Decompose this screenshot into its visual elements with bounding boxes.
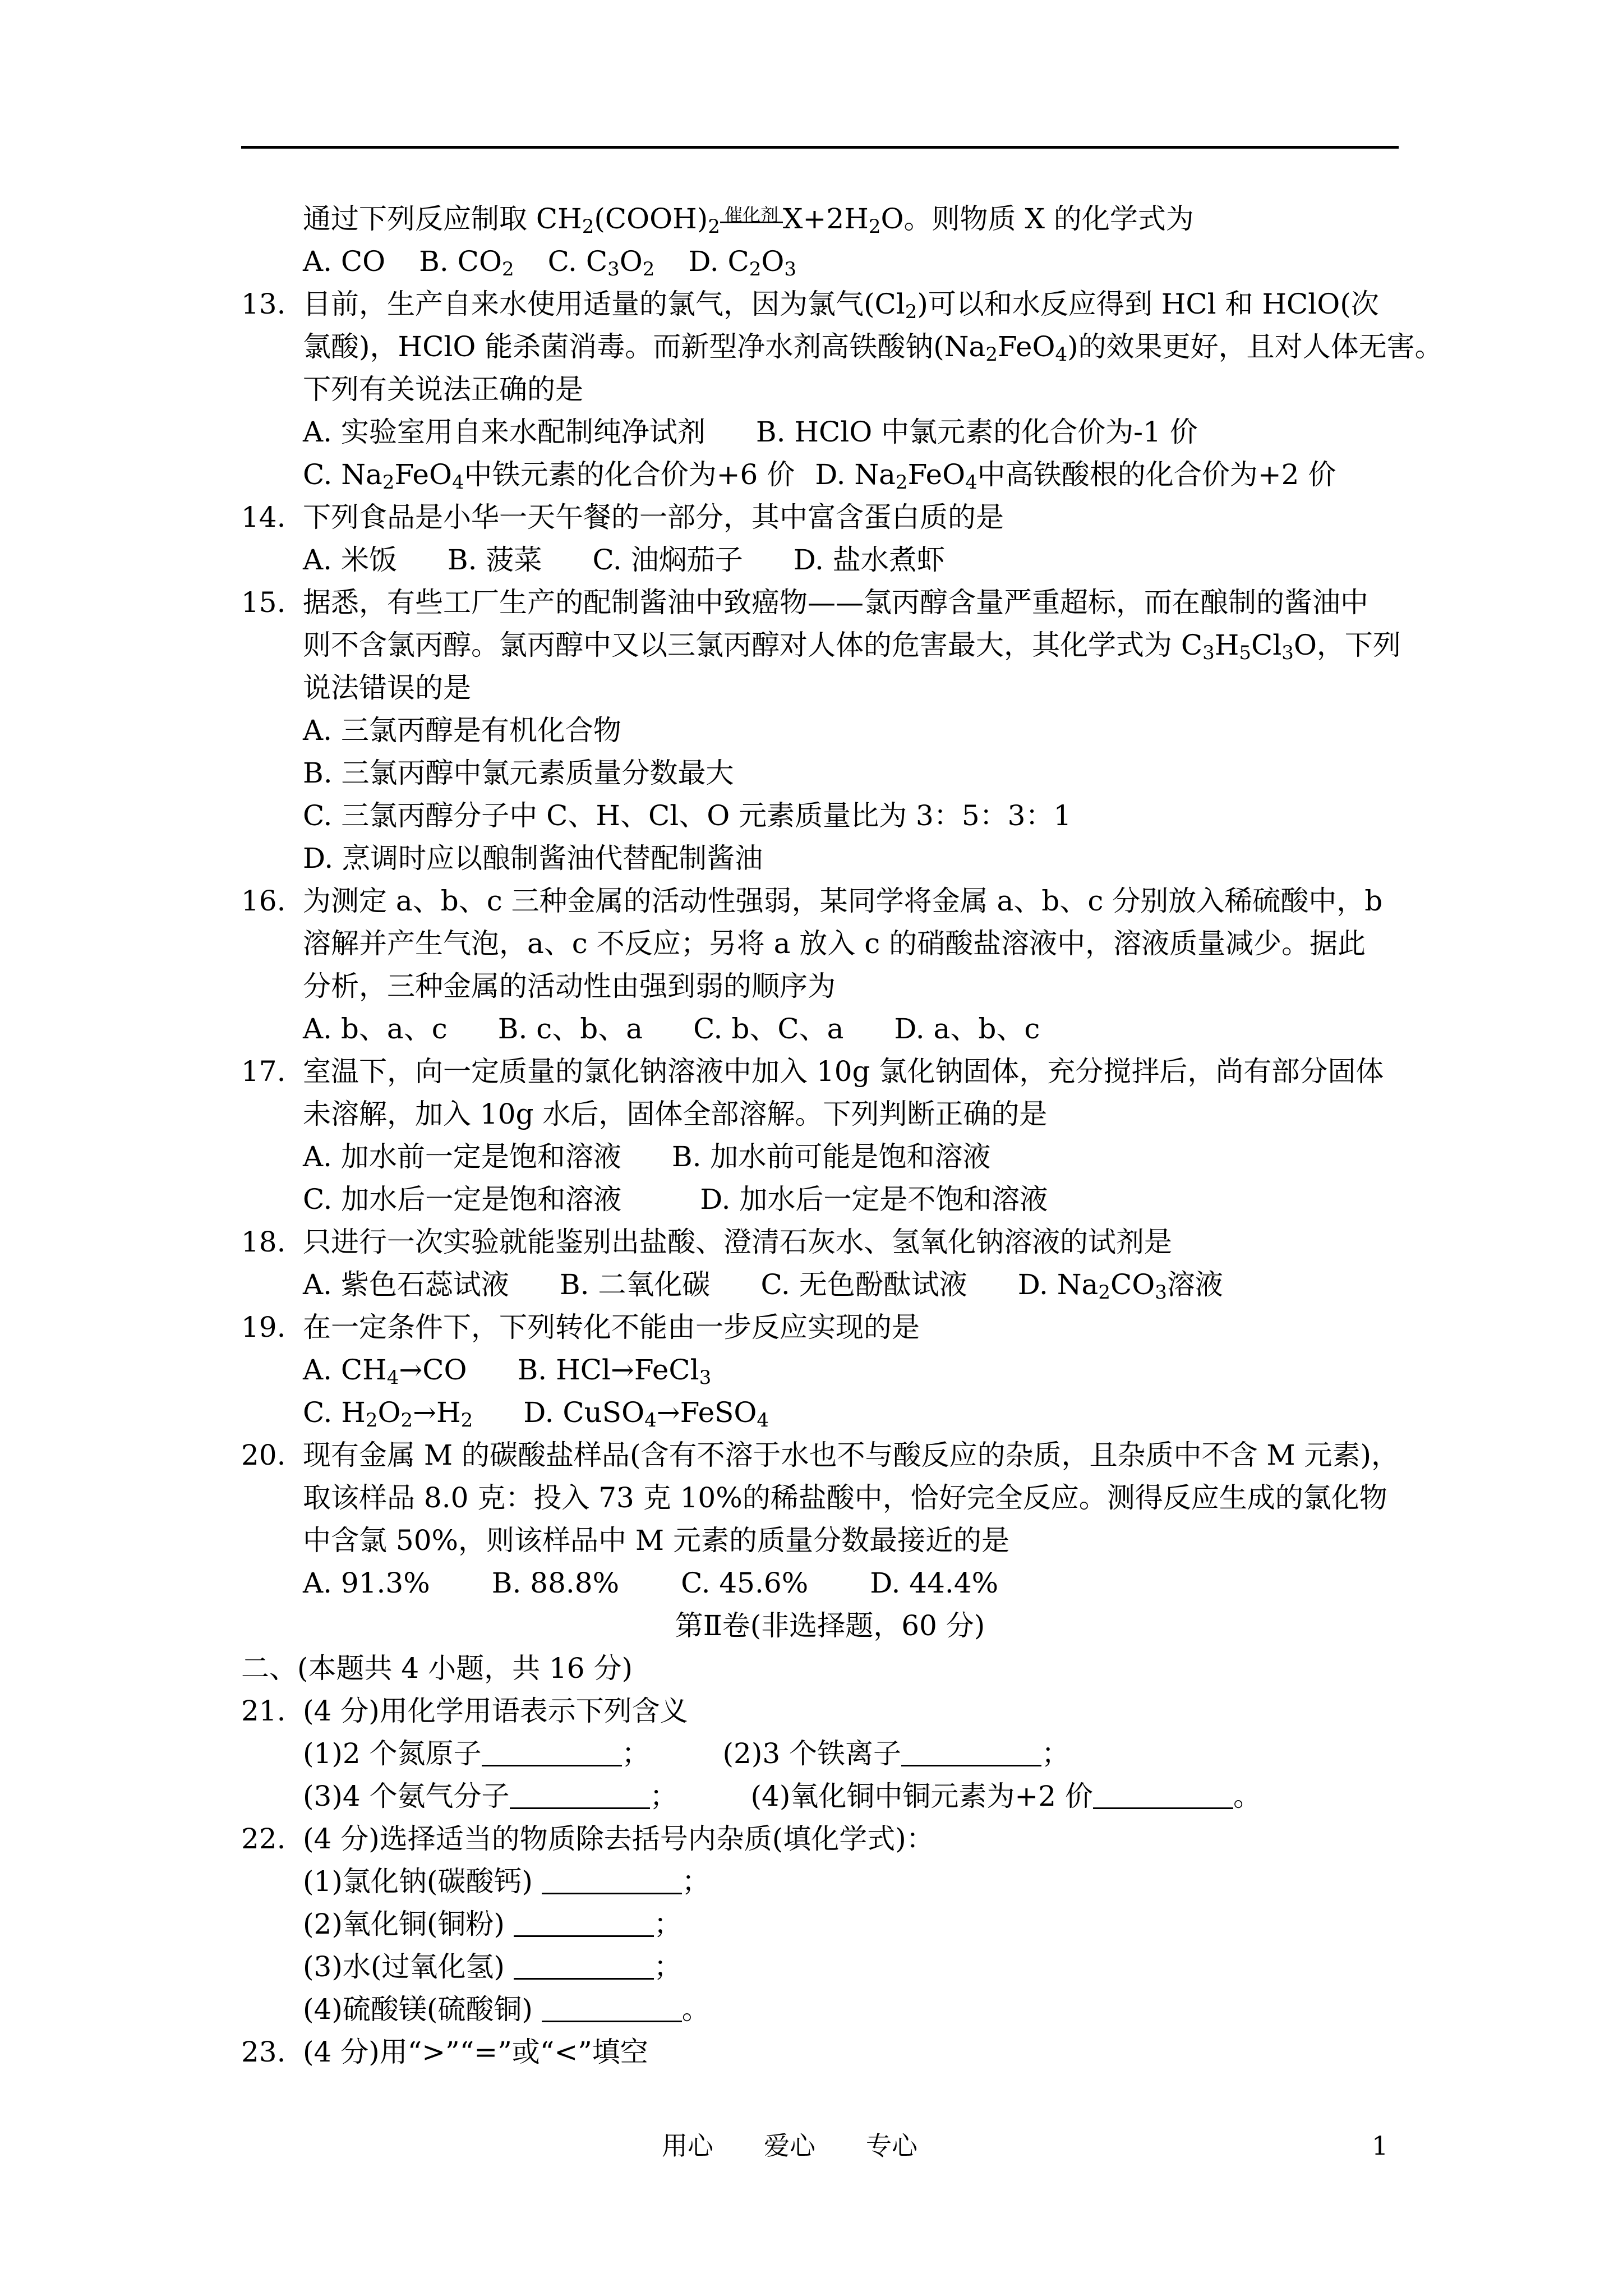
q15-option-a: A. 三氯丙醇是有机化合物 <box>303 714 621 747</box>
q18-options: A. 紫色石蕊试液 B. 二氧化碳 C. 无色酚酞试液 D. $Na_2CO_3$溶液 <box>303 1268 1223 1304</box>
q16-options: A. b、a、c B. c、b、a C. b、C、a D. a、b、c <box>303 1013 1040 1045</box>
q15-line2: 则不含氯丙醇。氯丙醇中又以三氯丙醇对人体的危害最大，其化学式为 $C_3H_5Cl_3O$，下列 <box>303 629 1401 664</box>
q14-stem: 14. 下列食品是小华一天午餐的一部分，其中富含蛋白质的是 <box>241 501 1004 533</box>
answer-blank[interactable] <box>1093 1782 1233 1809</box>
q20-line3: 中含氯 50%，则该样品中 M 元素的质量分数最接近的是 <box>303 1524 1010 1557</box>
answer-blank[interactable] <box>514 1952 654 1980</box>
q13-line2: 氯酸)，HClO 能杀菌消毒。而新型净水剂高铁酸钠$(Na_2FeO_4)$的效果更好，且对人体无害。 <box>303 330 1443 366</box>
q19-stem: 19. 在一定条件下，下列转化不能由一步反应实现的是 <box>241 1311 920 1343</box>
q22-item-1: (1)氯化钠(碳酸钙) ； <box>303 1865 710 1898</box>
q13-options-ab: A. 实验室用自来水配制纯净试剂 B. HClO 中氯元素的化合价为-1 价 <box>303 416 1198 448</box>
q19-options-ab: A. $CH_4\to CO$ B. HCl→FeCl$_3$ <box>303 1354 712 1389</box>
q13-line3: 下列有关说法正确的是 <box>303 373 583 406</box>
q15-line1: 15. 据悉，有些工厂生产的配制酱油中致癌物——氯丙醇含量严重超标，而在酿制的酱油中 <box>241 586 1368 619</box>
q17-line1: 17. 室温下，向一定质量的氯化钠溶液中加入 10g 氯化钠固体，充分搅拌后，尚有部分固体 <box>241 1055 1384 1088</box>
q22-item-4: (4)硫酸镁(硫酸铜) 。 <box>303 1993 710 2026</box>
exam-content <box>241 197 1443 2073</box>
q17-options-ab: A. 加水前一定是饱和溶液 B. 加水前可能是饱和溶液 <box>303 1140 991 1173</box>
q20-line2: 取该样品 8.0 克：投入 73 克 10%的稀盐酸中，恰好完全反应。测得反应生成的氯化物 <box>303 1481 1387 1514</box>
footer-motto: 用心 爱心 专心 <box>662 2131 917 2161</box>
q17-options-cd: C. 加水后一定是饱和溶液 D. 加水后一定是不饱和溶液 <box>303 1183 1048 1216</box>
q21-items-34: (3)4 个氨气分子 ； (4)氧化铜中铜元素为+2 价 。 <box>303 1780 1261 1812</box>
q12-options: A. CO B. $CO_2$ C. $C_3O_2$ D. $C_2O_3$ <box>303 245 797 280</box>
page-footer <box>0 2126 1623 2165</box>
answer-blank[interactable] <box>542 1995 682 2022</box>
q23-stem: 23. (4 分)用“>”“=”或“<”填空 <box>241 2036 648 2068</box>
reaction-arrow: 催化剂 <box>720 218 783 224</box>
answer-blank[interactable] <box>901 1739 1041 1766</box>
q17-line2: 未溶解，加入 10g 水后，固体全部溶解。下列判断正确的是 <box>303 1098 1048 1130</box>
q13-line1: 13. 目前，生产自来水使用适量的氯气，因为氯气$(Cl_2)$可以和水反应得到 HCl 和 HClO(次 <box>241 288 1379 323</box>
page-number: 1 <box>1372 2131 1389 2161</box>
q14-options: A. 米饭 B. 菠菜 C. 油焖茄子 D. 盐水煮虾 <box>303 544 945 576</box>
answer-blank[interactable] <box>514 1910 654 1937</box>
q15-option-d: D. 烹调时应以酿制酱油代替配制酱油 <box>303 842 763 875</box>
q16-line3: 分析，三种金属的活动性由强到弱的顺序为 <box>303 970 836 1002</box>
q22-stem: 22. (4 分)选择适当的物质除去括号内杂质(填化学式)： <box>241 1823 934 1855</box>
q18-stem: 18. 只进行一次实验就能鉴别出盐酸、澄清石灰水、氢氧化钠溶液的试剂是 <box>241 1226 1172 1258</box>
q15-option-b: B. 三氯丙醇中氯元素质量分数最大 <box>303 757 734 789</box>
part2-title: 第Ⅱ卷(非选择题，60 分) <box>675 1609 985 1642</box>
header-rule <box>241 146 1399 149</box>
answer-blank[interactable] <box>542 1867 682 1894</box>
q16-line1: 16. 为测定 a、b、c 三种金属的活动性强弱，某同学将金属 a、b、c 分别放入稀硫酸中，b <box>241 885 1383 917</box>
answer-blank[interactable] <box>482 1739 622 1766</box>
q20-options: A. 91.3% B. 88.8% C. 45.6% D. 44.4% <box>303 1567 999 1599</box>
q15-line3: 说法错误的是 <box>303 671 471 704</box>
section2-heading: 二、(本题共 4 小题，共 16 分) <box>241 1652 633 1685</box>
answer-blank[interactable] <box>510 1782 650 1809</box>
q21-items-12: (1)2 个氮原子 ； (2)3 个铁离子 ； <box>303 1737 1070 1770</box>
q13-options-cd: C. $Na_2FeO_4$中铁元素的化合价为+6 价 D. $Na_2FeO_4$中高铁酸根的化合价为+2 价 <box>303 458 1336 494</box>
q20-line1: 20. 现有金属 M 的碳酸盐样品(含有不溶于水也不与酸反应的杂质，且杂质中不含 M 元素)， <box>241 1439 1399 1471</box>
q19-options-cd: C. $H_2O_2\to H_2$ D. CuSO$_4$→FeSO$_4$ <box>303 1396 769 1432</box>
q22-item-2: (2)氧化铜(铜粉) ； <box>303 1908 682 1940</box>
q12-stem: 通过下列反应制取 $CH_2(COOH)_2$ 催化剂 $X+2H_2O$。则物质 X 的化学式为 <box>303 203 1194 238</box>
q21-stem: 21. (4 分)用化学用语表示下列含义 <box>241 1695 688 1727</box>
q22-item-3: (3)水(过氧化氢) ； <box>303 1950 682 1983</box>
q15-option-c: C. 三氯丙醇分子中 C、H、Cl、O 元素质量比为 3：5：3：1 <box>303 799 1072 832</box>
q16-line2: 溶解并产生气泡，a、c 不反应；另将 a 放入 c 的硝酸盐溶液中，溶液质量减少。据此 <box>303 927 1366 960</box>
